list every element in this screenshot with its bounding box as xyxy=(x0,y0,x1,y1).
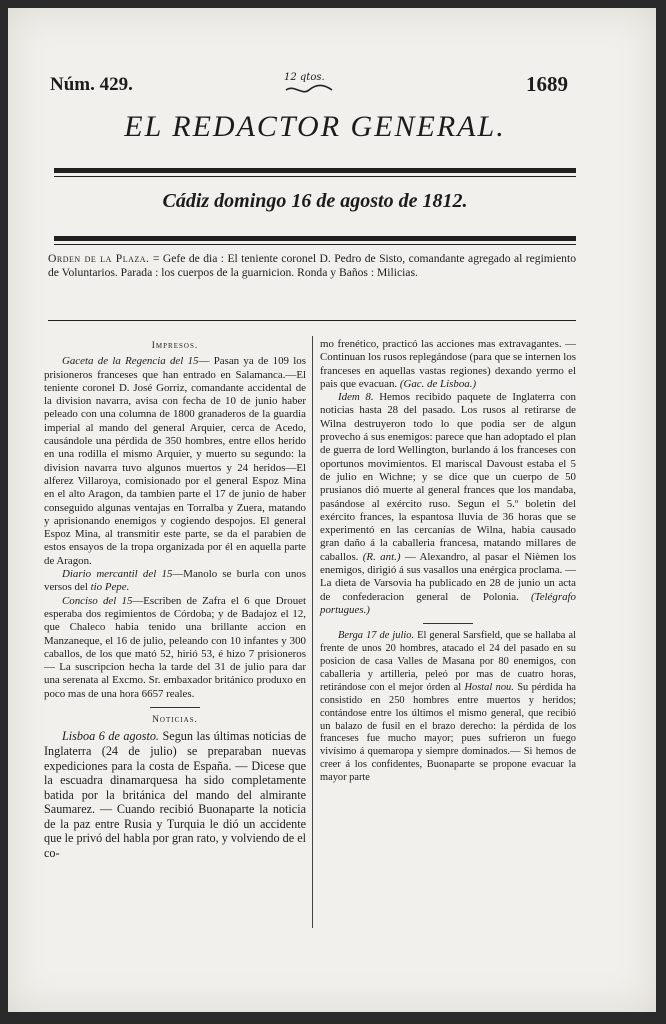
impresos-heading: Impresos. xyxy=(151,341,199,351)
lisboa-title: Lisboa 6 de agosto. xyxy=(62,729,159,744)
title-rule xyxy=(54,168,576,173)
berga-article xyxy=(320,630,576,785)
newspaper-title: EL REDACTOR GENERAL. xyxy=(124,110,506,143)
continued-source: (Gac. de Lisboa.) xyxy=(399,377,477,390)
issue-price: 12 qtos. xyxy=(284,72,325,83)
diario-text: —Manolo se burla con unos versos del xyxy=(44,568,306,594)
continued-text: mo frenético, practicó las acciones mas extravagantes. — Continuan los rusos replegándose (para que se internen los franceses en aquellas vastas regiones) dexando yermo el pais que evacuan. xyxy=(320,338,576,390)
flourish-ornament-icon xyxy=(284,84,334,96)
gaceta-article xyxy=(44,355,306,568)
diario-italic: tio Pepe. xyxy=(90,581,130,594)
left-column xyxy=(44,338,306,861)
newspaper-page xyxy=(8,8,656,1012)
orders-label: Orden de la Plaza. xyxy=(48,252,150,265)
berga-italic: Hostal nou. xyxy=(464,681,514,693)
noticias-heading: Noticias. xyxy=(152,715,198,726)
title-rule-thin xyxy=(54,176,576,177)
gaceta-title: Gaceta de la Regencia del 15 xyxy=(62,355,199,368)
idem-text: Hemos recibido paquete de Inglaterra con noticias hasta 28 del pasado. Los rusos al retirarse de Wilna destruyeron todo lo que podia ser de algun provecho á sus enemigos: parece que han adoptado el plan de guerra de lord Wellington, burlando á los franceses con oportunos movimientos. El mariscal Davoust estaba el 5 de julio en Wichne; y se dice que un cuerpo de 50 prusianos dió muerte al general frances que los mandaba, pasándose al exército ruso. Segun el 5.º boletin del exército frances, la espantosa lluvia de 36 horas que se experimentó en las cercanías de Wilna, habia causado gran daño á la caballeria francesa, matando millares de caballos. xyxy=(320,391,576,563)
section-rule xyxy=(150,707,200,708)
dateline: Cádiz domingo 16 de agosto de 1812. xyxy=(162,190,468,212)
diario-title: Diario mercantil del 15 xyxy=(62,568,173,581)
berga-title: Berga 17 de julio. xyxy=(338,630,415,642)
diario-article xyxy=(44,568,306,595)
conciso-article xyxy=(44,595,306,701)
issue-number: Núm. 429. xyxy=(50,74,133,95)
right-column xyxy=(320,338,576,785)
idem-title: Idem 8. xyxy=(338,391,374,404)
lisboa-article xyxy=(44,729,306,860)
berga-text: El general Sarsfield, que se hallaba al frente de unos 20 hombres, atacado el 24 del pasado en su posicion de casa Valles de Masana por 80 enemigos, con caballeria y artilleria, peleó por mas de cuatro horas, retirándose con el mejor órden al xyxy=(320,630,576,693)
orders-text: = Gefe de dia : El teniente coronel D. Pedro de Sisto, comandante agregado al regimiento de Voluntarios. Parada : los cuerpos de la guarnicion. Ronda y Baños : Milicias. xyxy=(48,252,576,279)
conciso-text: —Escriben de Zafra el 6 que Drouet esperaba dos regimientos de Córdoba; y de Badajoz el 12, que Chaleco habia tenido una brillante accion en Manzaneque, el 16 de julio, peleando con 10 infantes y 300 caballos, de los que mató 52, hirió 53, é hizo 7 prisioneros— La suscripcion hecha la tarde del 31 de julio para dar una serenata al Excmo. Sr. embaxador británico produxo en poco mas de una hora 6657 reales. xyxy=(44,594,306,700)
continued-article xyxy=(320,338,576,391)
section-rule-right xyxy=(423,623,473,624)
gaceta-text: — Pasan ya de 109 los prisioneros franceses que han entrado en Salamanca.—El teniente coronel D. José Gorriz, comandante accidental de la division navarra, avisa con fecha de 10 de junio haber peleado con una columna de 1800 granaderos de la guardia imperial al mando del general Arquier, cerca de Acedo, causándole una pérdida de 350 hombres, entre ellos herido en una rodilla el mismo Arquier, y muerto su segundo: la division navarra tuvo algunos muertos y 24 heridos—El alferez Villaroya, comisionado por el general Espoz Mina en el alto Aragon, da tambien parte el 17 de junio de haber conseguido algunas ventajas en Torralba y Zuera, matando y aprisionando enemigos y cogiendo despojos. El general Espoz Mina, al transmitir este parte, se da el parabien de estos ensayos de la tropa organizada por él en aquella parte de Aragon. xyxy=(44,355,306,567)
plaza-orders xyxy=(48,252,576,280)
orders-rule xyxy=(48,320,576,321)
date-rule xyxy=(54,236,576,241)
idem-source-2: (Telégrafo portugues.) xyxy=(320,590,576,616)
date-rule-thin xyxy=(54,244,576,245)
idem-article xyxy=(320,391,576,617)
lisboa-text: Segun las últimas noticias de Inglaterra (24 de julio) se preparaban nuevas expediciones para la costa de España. — Dicese que la escuadra dinamarquesa ha sido completamente batida por la británica del mando del almirante Saumarez. — Cuando recibió Buonaparte la noticia de la paz entre Rusia y Turquia le dió un accidente que le privó del habla por gran rato, y volviendo de el co- xyxy=(44,729,306,861)
idem-source-1: (R. ant.) xyxy=(362,550,401,563)
page-number: 1689 xyxy=(526,72,568,96)
conciso-title: Conciso del 15 xyxy=(62,594,133,607)
column-divider xyxy=(312,336,313,928)
idem-text-2: — Alexandro, al pasar el Nièmen los enemigos, dirigió á sus vasallos una enérgica proclama. — La dieta de Varsovia ha publicado en 28 de junio un acta de confederacion general de Polonia. xyxy=(320,550,576,603)
berga-text-2: Su pérdida ha consistido en 250 hombres entre muertos y heridos; contándose entre los últimos el mismo general, que recibió un balazo de fusil en el brazo derecho: la pérdida de los franceses fue mucho mayor; pues sufrieron un fuego vivísimo á quemaropa y siempre dominados.— Si hemos de creer á los confidentes, Buonaparte se propone evacuar la mayor parte xyxy=(320,681,577,784)
